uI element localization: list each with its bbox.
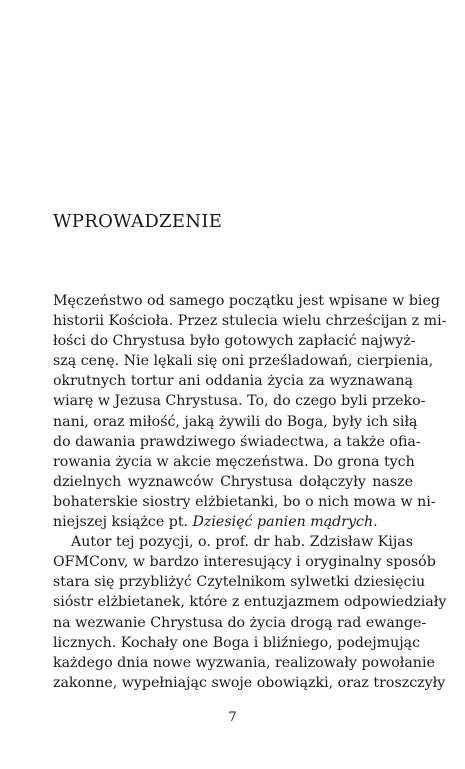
page-number: 7 [228,710,237,725]
body-text [53,291,447,693]
text-line: każdego dnia nowe wyzwania, realizowały powołanie [53,654,435,671]
text-line: łości do Chrystusa było gotowych zapłacić najwyż- [53,333,416,350]
text-line: licznych. Kochały one Boga i bliźniego, podejmując [53,634,421,651]
text-line: do dawania prawdziwego świadectwa, a także ofia- [53,433,421,450]
text-line-last [53,512,413,532]
text-line: na wezwanie Chrystusa do życia drogą rad ewange- [53,614,427,631]
text-line: wiarę w Jezusa Chrystusa. To, do czego byli przeko- [53,393,426,410]
text-line: szą cenę. Nie lękali się oni prześladowań, cierpienia, [53,353,434,370]
text-line: stara się przybliżyć Czytelnikom sylwetki dziesięciu [53,574,426,591]
text-line: dzielnych wyznawców Chrystusa dołączyły nasze [53,473,413,490]
text-line: historii Kościoła. Przez stulecia wielu chrześcijan z mi- [53,313,447,330]
text-line: okrutnych tortur ani oddania życia za wyznawaną [53,373,413,390]
paragraph-1 [53,291,447,532]
chapter-title: WPROWADZENIE [53,211,223,232]
text-line: Męczeństwo od samego początku jest wpisane w bieg [53,293,440,309]
text-line: zakonne, wypełniając swoje obowiązki, oraz troszczyły [53,674,446,691]
text-line-indented: Autor tej pozycji, o. prof. dr hab. Zdzisław Kijas [71,534,413,551]
text-line: rowania życia w akcie męczeństwa. Do grona tych [53,453,415,470]
text-line: OFMConv, w bardzo interesujący i oryginalny sposób [53,554,436,571]
text-segment: . [373,514,378,531]
text-line: nani, oraz miłość, jaką żywili do Boga, były ich siłą [53,413,418,430]
text-line: bohaterskie siostry elżbietanki, bo o nich mowa w ni- [53,493,436,510]
text-segment: niejszej książce pt. [53,514,193,531]
book-title-italic: Dziesięć panien mądrych [192,514,374,531]
text-line: sióstr elżbietanek, które z entuzjazmem odpowiedziały [53,594,447,611]
paragraph-2 [53,532,447,693]
